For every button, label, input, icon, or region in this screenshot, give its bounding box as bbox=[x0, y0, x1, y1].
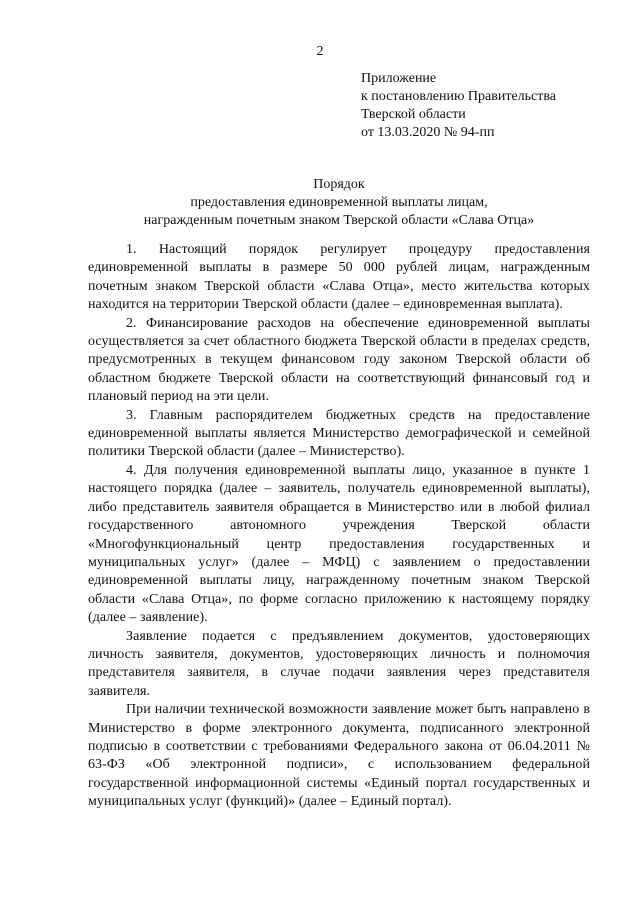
title-subtitle-line2: награжденным почетным знаком Тверской области «Слава Отца» bbox=[143, 213, 535, 228]
page-number: 2 bbox=[316, 44, 324, 59]
title-subtitle-line1: предоставления единовременной выплаты лицам, bbox=[190, 195, 488, 210]
paragraph-1: 1. Настоящий порядок регулирует процедуру предоставления единовременной выплаты в размере 50 000 рублей лицам, награжденным почетным знаком Тверской области «Слава Отца», место жительства которых находится на территории Тверской области (далее – единовременная выплата). bbox=[88, 242, 590, 313]
paragraph-3: 3. Главным распорядителем бюджетных средств на предоставление единовременной выплаты является Министерство демографической и семейной политики Тверской области (далее – Министерство). bbox=[88, 407, 590, 460]
paragraph-6: При наличии технической возможности заявление может быть направлено в Министерство в форме электронного документа, подписанного электронной подписью в соответствии с требованиями Федерального закона от 06.04.2011 № 63-ФЗ «Об электронной подписи», с использованием федеральной государственной информационной системы «Единый портал государственных и муниципальных услуг (функций)» (далее – Единый портал). bbox=[88, 702, 590, 810]
appendix-header bbox=[361, 70, 611, 142]
document-body bbox=[88, 241, 590, 812]
title-heading: Порядок bbox=[313, 177, 365, 192]
appendix-label: Приложение bbox=[361, 71, 437, 86]
appendix-region: Тверской области bbox=[361, 107, 466, 122]
appendix-resolution: к постановлению Правительства bbox=[361, 89, 557, 104]
paragraph-2: 2. Финансирование расходов на обеспечение единовременной выплаты осуществляется за счет областного бюджета Тверской области в пределах средств, предусмотренных в текущем финансовом году законом Тверской области об областном бюджете Тверской области на соответствующий финансовый год и плановый период на эти цели. bbox=[88, 315, 590, 405]
paragraph-5: Заявление подается с предъявлением документов, удостоверяющих личность заявителя, документов, удостоверяющих личность и полномочия представителя заявителя, в случае подачи заявления через представителя заявителя. bbox=[88, 628, 590, 699]
paragraph-4: 4. Для получения единовременной выплаты лицо, указанное в пункте 1 настоящего порядка (далее – заявитель, получатель единовременной выплаты), либо представитель заявителя обращается в Министерство или в любой филиал государственного автономного учреждения Тверской области «Многофункциональный центр предоставления государственных и муниципальных услуг» (далее – МФЦ) с заявлением о предоставлении единовременной выплаты лицу, награжденному почетным знаком Тверской области «Слава Отца», по форме согласно приложению к настоящему порядку (далее – заявление). bbox=[88, 462, 590, 626]
document-title bbox=[88, 176, 590, 230]
appendix-date-number: от 13.03.2020 № 94-пп bbox=[361, 125, 495, 140]
